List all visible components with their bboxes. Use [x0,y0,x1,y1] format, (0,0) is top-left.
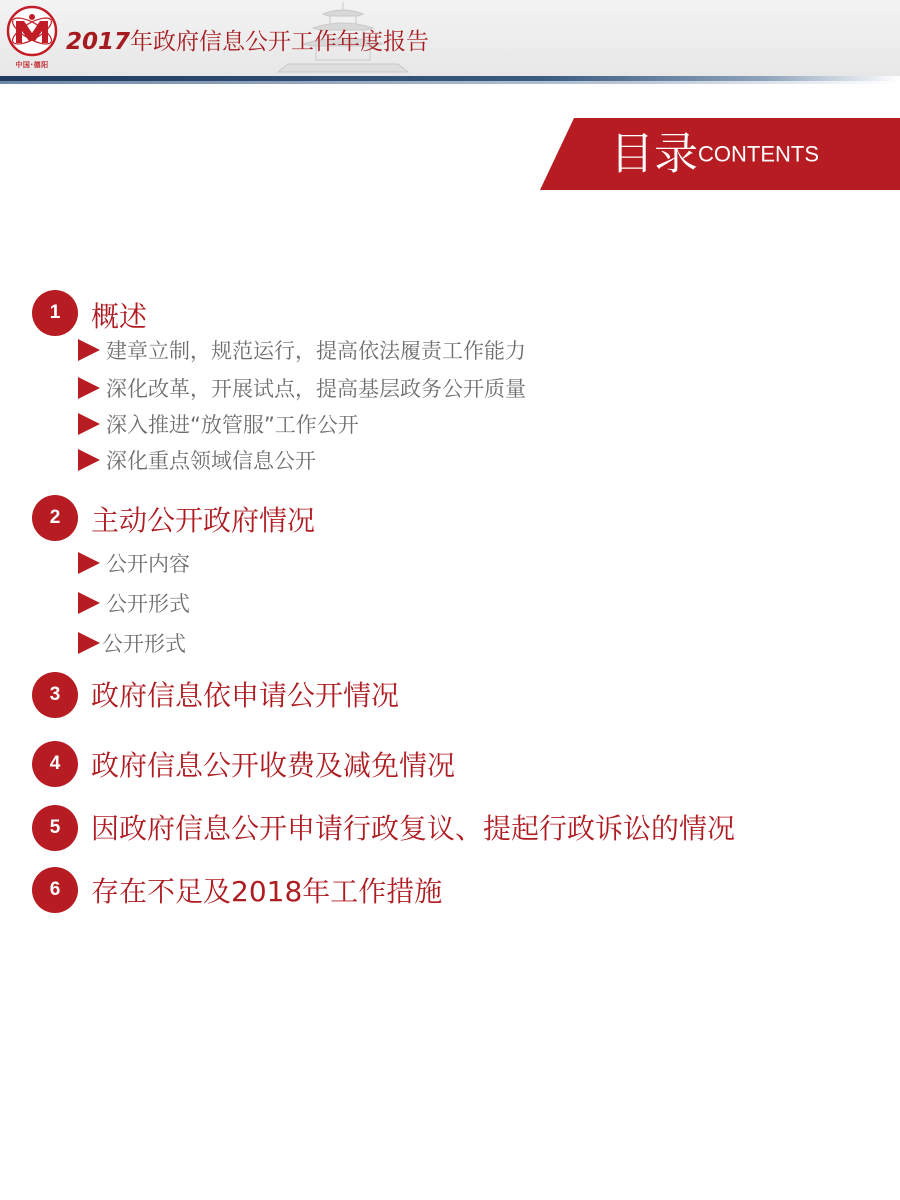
subitem [78,589,190,619]
section-title: 存在不足及2018年工作措施 [91,875,443,908]
header-bar [0,0,900,76]
report-title [66,27,429,57]
section-number-badge: 4 [32,741,78,787]
contents-heading [610,124,819,184]
section-title: 政府信息公开收费及减免情况 [91,749,456,782]
header-divider-light [0,81,900,84]
subitem [78,446,316,476]
subitem-label: 深入推进“放管服”工作公开 [106,413,359,437]
subitem-label: 公开形式 [106,592,190,616]
section-number-badge: 5 [32,805,78,851]
logo-caption: 中国·德阳 [15,61,49,69]
triangle-right-icon [78,632,100,654]
triangle-right-icon [78,377,100,399]
contents-heading-main: 目录 [610,128,698,180]
subitem [78,374,526,404]
subitem [78,629,186,659]
section-number-badge: 6 [32,867,78,913]
subitem [78,410,359,440]
subitem-label: 深化改革，开展试点，提高基层政务公开质量 [106,377,526,401]
subitem-label: 公开内容 [106,552,190,576]
section-title: 概述 [91,300,148,333]
subitem-label: 深化重点领域信息公开 [106,449,316,473]
contents-heading-sub: CONTENTS [698,141,819,167]
section-title: 政府信息依申请公开情况 [91,679,400,712]
triangle-right-icon [78,552,100,574]
triangle-right-icon [78,449,100,471]
section-number-badge: 2 [32,495,78,541]
subitem [78,336,526,366]
subitem-label: 公开形式 [102,632,186,656]
section-title: 因政府信息公开申请行政复议、提起行政诉讼的情况 [91,812,736,845]
triangle-right-icon [78,339,100,361]
subitem-label: 建章立制，规范运行，提高依法履责工作能力 [106,339,526,363]
section-number-badge: 1 [32,290,78,336]
report-year: 2017 [66,29,131,55]
triangle-right-icon [78,413,100,435]
subitem [78,549,190,579]
section-number-badge: 3 [32,672,78,718]
city-emblem-icon [6,5,58,57]
report-title-text: 年政府信息公开工作年度报告 [130,29,430,55]
section-title: 主动公开政府情况 [91,504,316,537]
triangle-right-icon [78,592,100,614]
